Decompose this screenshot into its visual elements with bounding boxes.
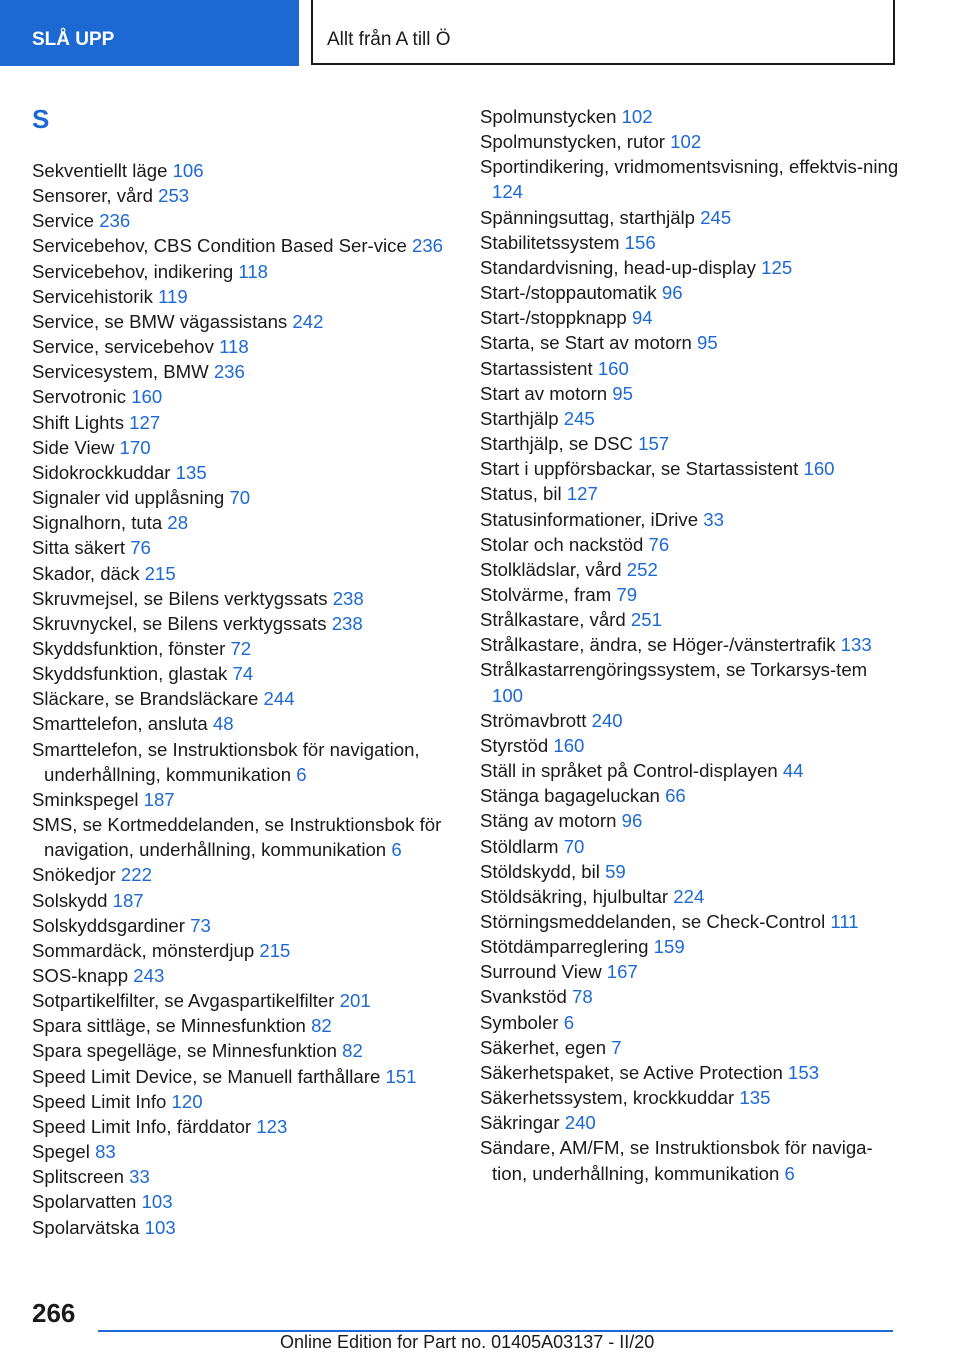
index-entry-text: Skador, däck [32, 562, 140, 584]
page-reference-link[interactable]: 6 [296, 763, 307, 785]
index-entry [32, 460, 452, 485]
index-entry [480, 1035, 900, 1060]
index-entry [480, 1085, 900, 1110]
index-entry [32, 1089, 452, 1114]
index-column-right [480, 104, 900, 1186]
index-entry [32, 661, 452, 686]
page-reference-link[interactable]: 7 [611, 1036, 622, 1058]
index-entry-text: Startassistent [480, 357, 593, 379]
index-entry [32, 1215, 452, 1240]
index-entry-text: Säkringar [480, 1112, 560, 1134]
index-entry-text: Skyddsfunktion, glastak [32, 663, 228, 685]
index-entry [480, 255, 900, 280]
index-entry [480, 959, 900, 984]
index-entry-text: Sotpartikelfilter, se Avgaspartikelfilter [32, 990, 335, 1012]
page-reference-link[interactable]: 78 [572, 986, 593, 1008]
index-entry-text: Spara sittläge, se Minnesfunktion [32, 1015, 306, 1037]
index-entry [32, 435, 452, 460]
index-entry-text: Standardvisning, head-up-display [480, 256, 756, 278]
index-entry [480, 1135, 900, 1185]
index-entry [480, 356, 900, 381]
index-entry-text: Stöldsäkring, hjulbultar [480, 885, 669, 907]
index-entry [480, 557, 900, 582]
page-reference-link[interactable]: 33 [129, 1166, 150, 1188]
page-reference-link[interactable]: 133 [840, 634, 872, 656]
page-reference-link[interactable]: 103 [141, 1191, 173, 1213]
page-reference-link[interactable]: 243 [133, 965, 165, 986]
page-reference-link[interactable]: 44 [782, 760, 804, 782]
index-entry [32, 561, 452, 586]
index-entry-text: Sommardäck, mönsterdjup [32, 939, 255, 961]
index-entry [480, 607, 900, 632]
index-entry [480, 205, 900, 230]
index-entry [32, 1064, 452, 1089]
index-entry [480, 783, 900, 808]
index-entry-text: Sensorer, vård [32, 185, 153, 207]
index-column-left [32, 104, 452, 1240]
page-reference-link[interactable]: 160 [597, 357, 629, 379]
page-reference-link[interactable]: 127 [129, 411, 161, 433]
index-entry-text: Spänningsuttag, starthjälp [480, 206, 696, 228]
index-entry-text: Speed Limit Info, färddator [32, 1115, 252, 1137]
index-entry-text: Smarttelefon, se Instruktionsbok för navigation, underhållning, kommunikation [32, 738, 420, 785]
index-entry-text: Starthjälp, se DSC [480, 433, 633, 455]
index-entry-text: Strålkastarrengöringssystem, se Torkarsys‐tem [480, 659, 868, 681]
index-entry-text: Start av motorn [480, 382, 608, 404]
index-entry [32, 334, 452, 359]
page-reference-link[interactable]: 238 [332, 587, 364, 609]
index-entry [480, 129, 900, 154]
index-entry [32, 510, 452, 535]
page-reference-link[interactable]: 253 [158, 185, 190, 207]
index-entry [32, 888, 452, 913]
page-reference-link[interactable]: 236 [412, 235, 444, 257]
index-entry-text: Stabilitetssystem [480, 231, 620, 253]
page-reference-link[interactable]: 120 [171, 1090, 203, 1112]
index-entry [32, 611, 452, 636]
index-entry-text: Side View [32, 436, 115, 458]
page-reference-link[interactable]: 215 [144, 562, 176, 584]
index-entry-text: Servicebehov, indikering [32, 260, 234, 282]
index-entry [480, 582, 900, 607]
index-entry [480, 708, 900, 733]
index-entry [480, 305, 900, 330]
page-reference-link[interactable]: 102 [670, 131, 702, 153]
index-entry [480, 431, 900, 456]
index-entry-text: Sekventiellt läge [32, 160, 168, 181]
index-entry [480, 230, 900, 255]
index-entry [32, 208, 452, 233]
index-entry-text: Stolklädslar, vård [480, 558, 622, 580]
index-entry [32, 158, 452, 183]
index-entry-text: SOS-knapp [32, 965, 129, 986]
index-entry [480, 632, 900, 657]
page-reference-link[interactable]: 28 [167, 512, 189, 534]
index-entry-text: Sidokrockkuddar [32, 461, 171, 483]
index-entry [32, 1139, 452, 1164]
index-entry [480, 859, 900, 884]
page-reference-link[interactable]: 6 [784, 1162, 795, 1184]
index-entry-text: Skyddsfunktion, fönster [32, 637, 226, 659]
index-entry [480, 507, 900, 532]
index-entry [480, 884, 900, 909]
index-entry-text: Skruvnyckel, se Bilens verktygssats [32, 612, 327, 634]
index-entry-text: Störningsmeddelanden, se Check-Control [480, 911, 826, 932]
page-reference-link[interactable]: 222 [120, 864, 152, 886]
index-entry-text: Shift Lights [32, 411, 124, 433]
page-reference-link[interactable]: 236 [99, 210, 131, 232]
index-entry-text: Start-/stoppknapp [480, 307, 627, 329]
index-entry-text: Stolar och nackstöd [480, 533, 644, 555]
page-reference-link[interactable]: 240 [591, 709, 623, 731]
page-reference-link[interactable]: 79 [616, 583, 638, 605]
page-reference-link[interactable]: 240 [564, 1112, 596, 1134]
page-reference-link[interactable]: 76 [648, 533, 670, 555]
index-entry [32, 1114, 452, 1139]
page-reference-link[interactable]: 236 [213, 361, 245, 383]
index-entry-text: Sändare, AM/FM, se Instruktionsbok för naviga‐tion, underhållning, kommunikation [480, 1137, 873, 1184]
index-entry [32, 485, 452, 510]
index-entry [480, 406, 900, 431]
index-entry [480, 154, 900, 204]
index-entry [32, 1013, 452, 1038]
page-reference-link[interactable]: 82 [342, 1040, 363, 1062]
page-reference-link[interactable]: 201 [339, 990, 371, 1012]
index-entry-text: Service [32, 210, 95, 232]
index-entry-text: Splitscreen [32, 1166, 124, 1188]
page-reference-link[interactable]: 96 [661, 282, 683, 304]
page-reference-link[interactable]: 119 [158, 285, 188, 307]
page-reference-link[interactable]: 123 [256, 1115, 288, 1137]
index-letter-heading: S [32, 104, 50, 134]
page-reference-link[interactable]: 33 [703, 508, 724, 530]
index-entry-text: Svankstöd [480, 986, 567, 1008]
index-entry [32, 309, 452, 334]
index-entry-text: Stöldskydd, bil [480, 860, 600, 882]
page-number: 266 [32, 1298, 76, 1328]
page-reference-link[interactable]: 135 [175, 461, 207, 483]
page-reference-link[interactable]: 100 [492, 684, 524, 706]
index-entry [32, 1189, 452, 1214]
index-entry-text: Skruvmejsel, se Bilens verktygssats [32, 587, 328, 609]
index-entry [480, 104, 900, 129]
index-entry-text: Säkerhetspaket, se Active Protection [480, 1061, 783, 1083]
page-reference-link[interactable]: 135 [739, 1087, 771, 1109]
page-reference-link[interactable]: 187 [112, 889, 144, 911]
page-reference-link[interactable]: 111 [830, 911, 859, 932]
index-entry [480, 330, 900, 355]
index-entry [480, 481, 900, 506]
index-entry-text: Solskydd [32, 889, 108, 911]
index-entry-text: Starthjälp [480, 407, 559, 429]
page-reference-link[interactable]: 160 [553, 734, 585, 756]
page-reference-link[interactable]: 153 [788, 1061, 820, 1083]
index-entry-text: Signalhorn, tuta [32, 512, 163, 534]
index-entry [480, 1010, 900, 1035]
index-entry [32, 384, 452, 409]
page-reference-link[interactable]: 160 [131, 386, 163, 408]
index-entry-text: Strålkastare, vård [480, 609, 626, 631]
index-entry-text: Styrstöd [480, 734, 549, 756]
page-reference-link[interactable]: 170 [119, 436, 151, 458]
index-entry [32, 183, 452, 208]
page-reference-link[interactable]: 106 [172, 160, 204, 181]
index-entry [32, 938, 452, 963]
page-reference-link[interactable]: 125 [761, 256, 793, 278]
page-reference-link[interactable]: 215 [259, 939, 291, 961]
index-entry [480, 657, 900, 707]
page-reference-link[interactable]: 187 [143, 788, 175, 810]
index-entry [480, 758, 900, 783]
index-entry-text: Starta, se Start av motorn [480, 332, 692, 354]
index-entry-text: Säkerhet, egen [480, 1036, 607, 1058]
page-reference-link[interactable]: 242 [292, 310, 324, 332]
index-entry-text: Signaler vid upplåsning [32, 487, 225, 509]
index-entry [32, 233, 452, 258]
index-entry [32, 1038, 452, 1063]
index-entry [32, 1164, 452, 1189]
edition-footer: Online Edition for Part no. 01405A03137 - II/20 [280, 1332, 655, 1352]
index-entry [480, 1110, 900, 1135]
page-reference-link[interactable]: 95 [697, 332, 718, 354]
page-reference-link[interactable]: 72 [230, 637, 252, 659]
index-entry [32, 359, 452, 384]
index-entry-text: Spegel [32, 1141, 90, 1163]
index-entry-text: Servicehistorik [32, 285, 153, 307]
page-reference-link[interactable]: 48 [212, 713, 234, 735]
index-entry [480, 934, 900, 959]
page-reference-link[interactable]: 66 [665, 785, 686, 807]
page-reference-link[interactable]: 6 [391, 839, 402, 861]
page-reference-link[interactable]: 238 [331, 612, 363, 634]
index-entry [32, 535, 452, 560]
page-reference-link[interactable]: 94 [631, 307, 653, 329]
index-entry [480, 280, 900, 305]
index-entry-text: Spolmunstycken [480, 106, 617, 127]
index-entry-text: Stänga bagageluckan [480, 785, 660, 807]
section-tab[interactable]: SLÅ UPP [0, 0, 299, 66]
page-reference-link[interactable]: 102 [621, 106, 653, 127]
index-entry-text: Stöldlarm [480, 835, 559, 857]
page-reference-link[interactable]: 160 [803, 458, 835, 480]
index-entry-text: Speed Limit Info [32, 1090, 167, 1112]
index-entry [32, 636, 452, 661]
page-reference-link[interactable]: 127 [566, 483, 598, 505]
index-entry-text: Smarttelefon, ansluta [32, 713, 208, 735]
index-entry-text: Surround View [480, 961, 602, 983]
page-reference-link[interactable]: 74 [232, 663, 254, 685]
index-list-left [32, 158, 452, 1240]
page-reference-link[interactable]: 118 [219, 336, 249, 358]
index-entry [480, 532, 900, 557]
index-entry-text: Start i uppförsbackar, se Startassistent [480, 458, 799, 480]
page-reference-link[interactable]: 159 [653, 936, 685, 958]
index-entry [32, 586, 452, 611]
index-entry [480, 909, 900, 934]
page-reference-link[interactable]: 124 [492, 181, 524, 203]
index-entry [32, 686, 452, 711]
index-entry-text: Solskyddsgardiner [32, 914, 185, 936]
index-entry-text: Släckare, se Brandsläckare [32, 688, 259, 710]
index-entry-text: Statusinformationer, iDrive [480, 508, 699, 530]
index-entry-text: Servicebehov, CBS Condition Based Ser‐vice [32, 235, 407, 257]
index-entry-text: Strömavbrott [480, 709, 587, 731]
index-entry-text: Spara spegelläge, se Minnesfunktion [32, 1040, 337, 1062]
page-reference-link[interactable]: 245 [563, 407, 595, 429]
index-entry-text: Sminkspegel [32, 788, 139, 810]
index-entry-text: Stäng av motorn [480, 810, 617, 832]
page-reference-link[interactable]: 82 [311, 1015, 332, 1037]
index-entry [32, 988, 452, 1013]
index-entry-text: Servotronic [32, 386, 127, 408]
index-entry [480, 1060, 900, 1085]
page-reference-link[interactable]: 244 [263, 688, 295, 710]
page-reference-link[interactable]: 151 [385, 1065, 417, 1087]
page-reference-link[interactable]: 252 [626, 558, 658, 580]
chapter-title: Allt från A till Ö [311, 0, 895, 65]
index-entry-text: Sportindikering, vridmomentsvisning, effektvis‐ning [480, 156, 899, 178]
index-entry-text: Spolarvätska [32, 1216, 140, 1238]
index-entry-text: Status, bil [480, 483, 562, 505]
index-entry [32, 787, 452, 812]
index-entry [32, 862, 452, 887]
index-entry [480, 456, 900, 481]
page-reference-link[interactable]: 157 [638, 433, 670, 455]
index-entry [32, 963, 452, 988]
page-reference-link[interactable]: 76 [130, 537, 151, 559]
index-list-right [480, 104, 900, 1186]
page-reference-link[interactable]: 245 [700, 206, 732, 228]
index-entry-text: Spolarvatten [32, 1191, 137, 1213]
index-entry [32, 711, 452, 736]
page-reference-link[interactable]: 156 [624, 231, 656, 253]
page-reference-link[interactable]: 224 [673, 885, 705, 907]
page-reference-link[interactable]: 59 [605, 860, 626, 882]
index-entry-text: Säkerhetssystem, krockkuddar [480, 1087, 735, 1109]
index-entry-text: Start-/stoppautomatik [480, 282, 657, 304]
index-entry [480, 984, 900, 1009]
index-entry [480, 733, 900, 758]
page-reference-link[interactable]: 118 [238, 260, 269, 282]
index-entry [480, 834, 900, 859]
index-entry-text: Service, se BMW vägassistans [32, 310, 288, 332]
index-entry [32, 410, 452, 435]
index-entry [32, 812, 452, 862]
index-entry-text: Snökedjor [32, 864, 116, 886]
index-entry-text: Sitta säkert [32, 537, 126, 559]
index-entry-text: Spolmunstycken, rutor [480, 131, 665, 153]
index-entry [480, 808, 900, 833]
page-reference-link[interactable]: 83 [95, 1141, 116, 1163]
index-entry [32, 259, 452, 284]
index-entry-text: Stolvärme, fram [480, 583, 612, 605]
page-reference-link[interactable]: 6 [563, 1011, 575, 1033]
index-entry-text: Speed Limit Device, se Manuell farthållare [32, 1065, 381, 1087]
page-reference-link[interactable]: 95 [612, 382, 633, 404]
index-entry [32, 737, 452, 787]
index-entry-text: Symboler [480, 1011, 559, 1033]
index-entry-text: Ställ in språket på Control-displayen [480, 760, 778, 782]
page-reference-link[interactable]: 70 [563, 835, 585, 857]
index-entry [32, 284, 452, 309]
page-reference-link[interactable]: 73 [190, 914, 211, 936]
index-entry [32, 913, 452, 938]
index-entry-text: Stötdämparreglering [480, 936, 649, 958]
page-reference-link[interactable]: 96 [621, 810, 643, 832]
index-entry-text: Service, servicebehov [32, 336, 214, 358]
page-reference-link[interactable]: 251 [630, 609, 662, 631]
page-reference-link[interactable]: 70 [229, 487, 251, 509]
index-entry-text: Servicesystem, BMW [32, 361, 209, 383]
page-reference-link[interactable]: 167 [606, 961, 638, 983]
index-entry [480, 381, 900, 406]
index-entry-text: Strålkastare, ändra, se Höger-/vänstertrafik [480, 634, 836, 656]
page-reference-link[interactable]: 103 [144, 1216, 176, 1238]
index-entry-text: SMS, se Kortmeddelanden, se Instruktionsbok för navigation, underhållning, kommunikation [32, 814, 442, 861]
